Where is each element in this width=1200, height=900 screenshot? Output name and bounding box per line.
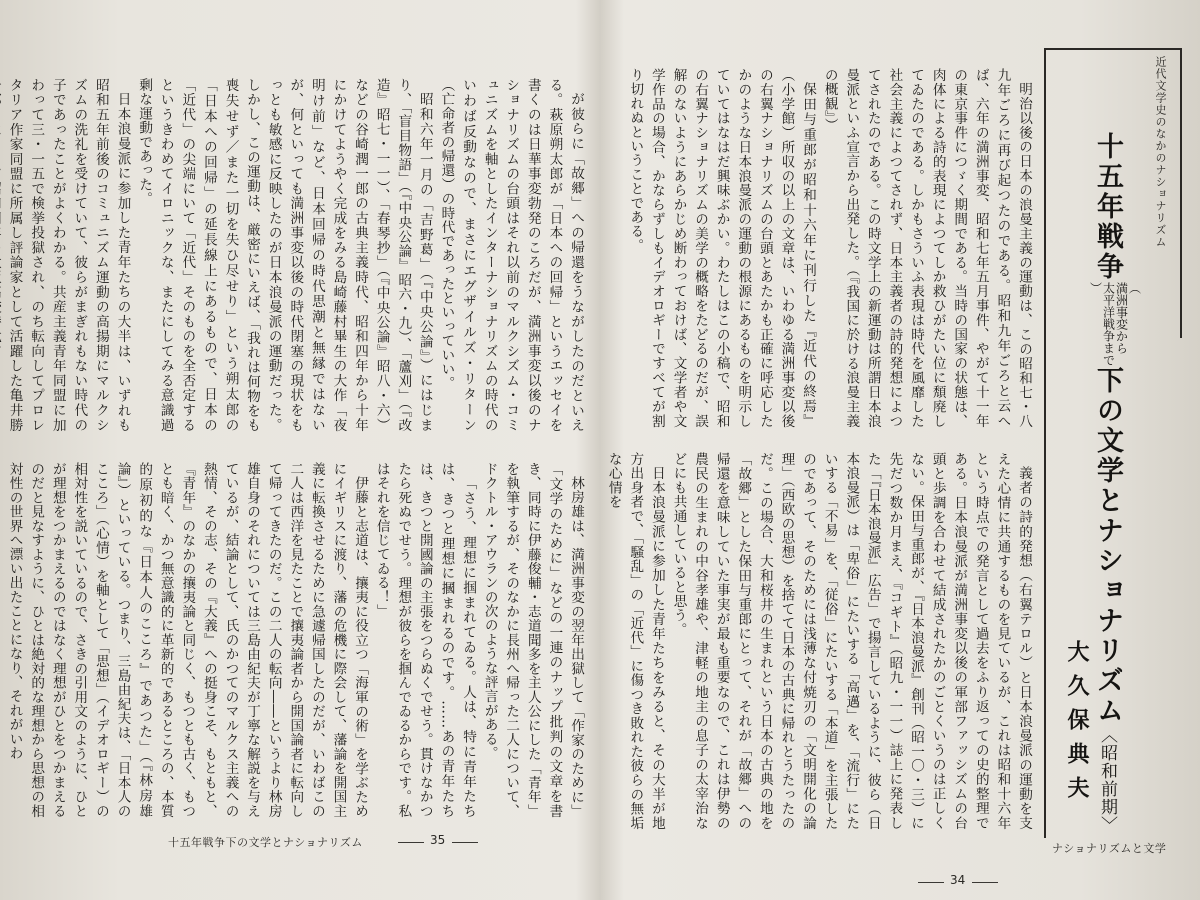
left-paragraph: 「さう、理想に掴まれてゐる。人は、特に青年たちは、きつと理想に摑まれるのです。……あの青年たちは、きつと開國論の主張をつらぬくでせう。貫けなかつたら死ぬでせう。理想が彼らを掴んでゐるからです。私はそれを信じてゐる！」 [373, 462, 477, 818]
left-paragraph: 林房雄は、満洲事変の翌年出獄して「作家のために」「文学のために」などの一連のナップ批判の文章を書き、同時に伊藤俊輔・志道聞多を主人公にした「青年」を執筆するが、そのなかに長州へ帰った二人について、ドクトル・アウランの次のような評言がある。 [481, 462, 584, 818]
left-upper-text [6, 78, 586, 432]
right-page-number-rule [972, 882, 998, 883]
article-title-paren-line: 満洲事変から [1114, 282, 1129, 354]
article-title-parenthetical: （ 満洲事変から 太平洋戦争まで ） [1088, 282, 1142, 366]
right-lower-text [604, 452, 1034, 830]
left-lower-text [6, 462, 586, 818]
article-title [1088, 132, 1142, 834]
left-running-footer: 十五年戦争下の文学とナショナリズム [168, 836, 363, 849]
title-frame-line [1044, 48, 1046, 838]
right-paragraph: 日本浪曼派に参加した青年たちをみると、その大半が地方出身者で、「騒乱」の「近代」に傷つき敗れた彼らの無垢な心情を [605, 452, 665, 830]
left-page-number: 35 [430, 833, 446, 847]
right-page [600, 0, 1200, 900]
right-paragraph: 義者の詩的発想（右翼テロル）と日本浪曼派の運動を支えた心情に共通するものを見ているが、これは昭和十六年という時点での発言として過去をふり返っての史的整理である。日本浪曼派が満洲事変以後の軍部ファッシズムの台頭と歩調を合わせて結成されたかのごとくいうのは正しくない。保田与重郎が、『日本浪曼派』創刊（昭一〇・三）に先だつ数か月まえ、『コギト』（昭九・一一）誌上に発表した「『日本浪曼派』広告」で揚言しているように、彼ら（日本浪曼派）は「卑俗」にたいする「高邁」を、「流行」にたいする「不易」を、「従俗」にたいする「本道」を主張したのであって、そのためには浅薄な付焼刃の「文明開化の論理」（西欧の思想）を捨てて日本の古典に帰れとうたったのだ。この場合、大和桜井の生まれという日本の古典の地を「故郷」とした保田与重郎にとって、それが「故郷」への帰還を意味していた事実が最も重要なので、これは伊勢の農民の生まれの中谷孝雄や、津軽の地主の息子の太宰治などにも共通していると思う。 [670, 452, 1032, 830]
title-frame-line [1044, 48, 1180, 50]
right-page-number-rule [918, 882, 944, 883]
title-frame-line [1180, 48, 1182, 338]
left-paragraph: が彼らに「故郷」への帰還をうながしたのだといえる。萩原朔太郎が「日本への回帰」というエッセイを書くのは日華事変勃発のころだが、満洲事変以後のナショナリズムの台頭はそれ以前のマルクシズム・コミュニズムを軸としたインターナショナリズムの時代のいわば反動なので、まさにエグザイルズ・リターン（亡命者の帰還）の時代であったといっていい。 [438, 78, 584, 432]
series-label: 近代文学史のなかのナショナリズム [1154, 56, 1167, 248]
article-title-main: 十五年戦争 [1092, 132, 1123, 282]
left-paragraph: 伊藤と志道は、攘夷に役立つ「海軍の術」を学ぶためにイギリスに渡り、藩の危機に際会して、藩論を開国主義に転換させるために急遽帰国したのだが、いわばこの二人は西洋を見たことで攘夷論者から開国論者に転向して帰ってきたのだ。この二人の転向――というより林房雄自身のそれについては三島由紀夫が丁寧な解説を与えているが、結論として、氏のかつてのマルクス主義への熱情、その志、その『大義』への挺身こそ、もともと、『青年』のなかの攘夷論と同じく、もつとも古く、もつとも暗く、かつ無意識的に革新的であるところの、本質的原初的な『日本人のこころ』であつた」（『林房雄論』）といっている。つまり、三島由紀夫は、「日本人のこころ」（心情）を軸として「思想」（イデオロギー）の相対性を説いているので、さきの引用文のように、ひとが理想をつかまえるのではなく理想がひとをつかまえるのだと見なすように、ひとは絶対的な理想から思想の相対性の世界へ漂い出たことになり、それがいわ [6, 462, 369, 818]
right-page-number: 34 [950, 873, 966, 887]
right-paragraph: 明治以後の日本の浪曼主義の運動は、この昭和七・八九年ごろに再び起つたのである。昭和九年ごろと云へば、六年の満洲事変、昭和七年五月事件、やがて十一年の東京事件につゞく期間である。当時の国家の状態は、肉体による詩的表現によつてしか救ひがたい位に頽廃してゐたのである。しかもさういふ表現は時代を風靡した社会主義によつてされず、日本主義者の詩的発想によつてされたのである。この時文学上の新運動は所謂日本浪曼派といふ宣言から出発した。（『我国に於ける浪曼主義の概観』） [821, 68, 1032, 428]
left-paragraph: 昭和六年一月の「吉野葛」（『中央公論』）にはじまり、「盲目物語」（『中央公論』昭六・九）、「蘆刈」（『改造』昭七・一一）、「春琴抄」（『中央公論』昭八・六）などの谷崎潤一郎の古典主義時代、昭和四年から十年にかけてようやく完成をみる島崎藤村畢生の大作「夜明け前」など、日本回帰の時代思潮と無縁ではないが、何といっても満洲事変以後の時代閉塞の現状をもっとも敏感に反映したのが日本浪曼派の運動だった。しかし、この運動は、厳密にいえば、「我れは何物をも喪失せず／また一切を失ひ尽せり」という朔太郎の「日本への回帰」の延長線上にあるもので、日本の「近代」の尖端にいて「近代」そのものを全否定するというきわめてイロニックな、またにしてみる意識過剰な運動であった。 [136, 78, 433, 432]
left-page-number-rule [398, 842, 424, 843]
left-page-number-rule [452, 842, 478, 843]
author-name: 大久保典夫 [1064, 640, 1090, 810]
right-running-footer: ナショナリズムと文学 [1052, 842, 1167, 855]
right-upper-text [604, 68, 1034, 428]
right-paragraph: 保田与重郎が昭和十六年に刊行した『近代の終焉』（小学館）所収の以上の文章は、いわゆる満洲事変以後の右翼ナショナリズムの台頭とあたかも正確に呼応したかのような日本浪曼派の運動の根源にあるものを明示していてはなはだ興味ぶかい。わたしはこの小稿で、昭和の右翼ナショナリズムの美学の概略をたどるのだが、誤解のないようにあらかじめ断わっておけば、文学者や文学作品の場合、かならずしもイデオロギーですべてが割り切れぬということである。 [627, 68, 817, 428]
left-paragraph: 日本浪曼派に参加した青年たちの大半は、いずれも昭和五年前後のコミュニズム運動の高揚期にマルクシズムの洗礼を受けていて、彼らがまぎれもない時代の子であったことがよくわかる。共産主義青年同盟に加わって三・一五で検挙投獄され、のち転向してプロレタリア作家同盟に所属し評論家として活躍した亀井勝 [6, 78, 131, 432]
article-title-rest: 下の文学とナショナリズム [1092, 366, 1123, 726]
article-title-period: 〈昭和前期〉 [1097, 726, 1117, 834]
article-title-paren-line: 太平洋戦争まで [1101, 282, 1116, 366]
